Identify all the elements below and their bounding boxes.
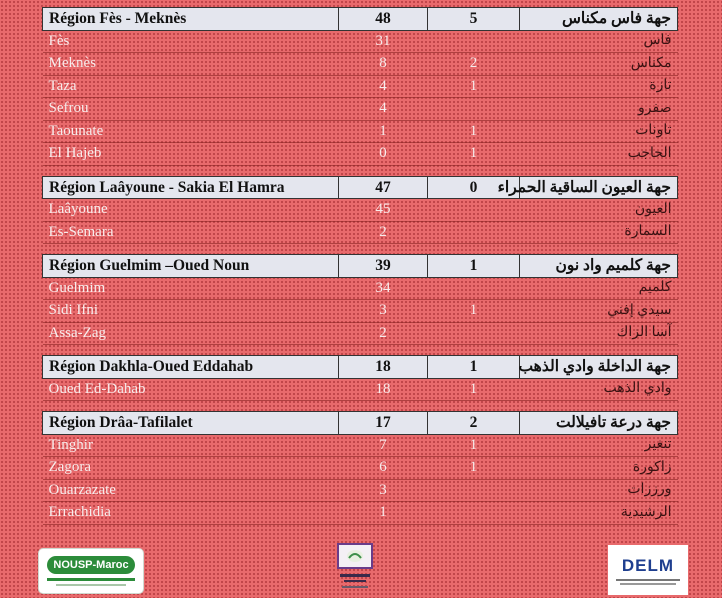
city-name-ar: السمارة bbox=[520, 221, 678, 244]
city-second-count: 2 bbox=[428, 53, 520, 76]
city-name-ar: وادي الذهب bbox=[520, 378, 678, 401]
delm-logo-line-secondary bbox=[620, 583, 676, 585]
city-name-ar: الحاجب bbox=[520, 143, 678, 166]
region-total: 39 bbox=[339, 255, 428, 278]
region-name-fr: Région Laâyoune - Sakia El Hamra bbox=[43, 176, 339, 199]
region-total: 47 bbox=[339, 176, 428, 199]
region-total: 17 bbox=[339, 412, 428, 435]
city-name-fr: Errachidia bbox=[43, 502, 339, 525]
delm-logo-line bbox=[616, 579, 680, 581]
region-total: 48 bbox=[339, 8, 428, 31]
nousp-logo bbox=[38, 548, 144, 594]
city-second-count: 1 bbox=[428, 75, 520, 98]
delm-logo bbox=[608, 545, 688, 595]
city-row bbox=[43, 434, 678, 457]
city-second-count bbox=[428, 30, 520, 53]
city-name-fr: El Hajeb bbox=[43, 143, 339, 166]
spacer-cell bbox=[43, 165, 678, 176]
city-total: 31 bbox=[339, 30, 428, 53]
city-total: 7 bbox=[339, 434, 428, 457]
region-name-fr: Région Fès - Meknès bbox=[43, 8, 339, 31]
city-second-count bbox=[428, 479, 520, 502]
city-second-count bbox=[428, 199, 520, 222]
city-name-ar: صفرو bbox=[520, 98, 678, 121]
delm-logo-text: DELM bbox=[621, 555, 675, 575]
region-name-ar: جهة فاس مكناس bbox=[520, 8, 678, 31]
city-total: 2 bbox=[339, 322, 428, 345]
city-row bbox=[43, 143, 678, 166]
city-total: 8 bbox=[339, 53, 428, 76]
city-name-fr: Meknès bbox=[43, 53, 339, 76]
city-row bbox=[43, 30, 678, 53]
city-row bbox=[43, 53, 678, 76]
city-total: 34 bbox=[339, 277, 428, 300]
city-name-ar: كلميم bbox=[520, 277, 678, 300]
city-name-fr: Assa-Zag bbox=[43, 322, 339, 345]
region-second-count: 1 bbox=[428, 255, 520, 278]
region-name-fr: Région Guelmim –Oued Noun bbox=[43, 255, 339, 278]
city-second-count bbox=[428, 502, 520, 525]
city-row bbox=[43, 322, 678, 345]
city-second-count: 1 bbox=[428, 457, 520, 480]
city-name-ar: تاونات bbox=[520, 120, 678, 143]
city-total: 6 bbox=[339, 457, 428, 480]
city-total: 4 bbox=[339, 98, 428, 121]
city-name-fr: Ouarzazate bbox=[43, 479, 339, 502]
city-total: 1 bbox=[339, 502, 428, 525]
city-name-ar: آسا الزاك bbox=[520, 322, 678, 345]
city-name-ar: العيون bbox=[520, 199, 678, 222]
city-name-fr: Sefrou bbox=[43, 98, 339, 121]
region-header-row bbox=[43, 412, 678, 435]
city-total: 45 bbox=[339, 199, 428, 222]
city-row bbox=[43, 378, 678, 401]
region-second-count: 2 bbox=[428, 412, 520, 435]
city-row bbox=[43, 98, 678, 121]
city-name-ar: سيدي إفني bbox=[520, 300, 678, 323]
city-total: 2 bbox=[339, 221, 428, 244]
region-name-fr: Région Drâa-Tafilalet bbox=[43, 412, 339, 435]
region-header-row bbox=[43, 356, 678, 379]
region-total: 18 bbox=[339, 356, 428, 379]
city-row bbox=[43, 457, 678, 480]
city-row bbox=[43, 300, 678, 323]
city-name-fr: Taounate bbox=[43, 120, 339, 143]
regional-table-container bbox=[42, 7, 678, 525]
nousp-logo-text: NOUSP-Maroc bbox=[47, 556, 134, 574]
city-total: 4 bbox=[339, 75, 428, 98]
spacer-cell bbox=[43, 244, 678, 255]
city-name-ar: تنغير bbox=[520, 434, 678, 457]
city-second-count: 1 bbox=[428, 300, 520, 323]
city-total: 18 bbox=[339, 378, 428, 401]
city-total: 3 bbox=[339, 300, 428, 323]
city-row bbox=[43, 120, 678, 143]
region-second-count: 1 bbox=[428, 356, 520, 379]
regional-cases-table bbox=[42, 7, 678, 525]
region-name-ar: جهة كلميم واد نون bbox=[520, 255, 678, 278]
city-name-fr: Tinghir bbox=[43, 434, 339, 457]
spacer-cell bbox=[43, 401, 678, 412]
ministry-emblem-icon bbox=[330, 541, 380, 593]
city-second-count bbox=[428, 322, 520, 345]
city-second-count: 1 bbox=[428, 378, 520, 401]
region-name-ar: جهة درعة تافيلالت bbox=[520, 412, 678, 435]
city-name-ar: مكناس bbox=[520, 53, 678, 76]
ministry-logo bbox=[330, 541, 380, 593]
city-name-ar: زاكورة bbox=[520, 457, 678, 480]
city-name-fr: Taza bbox=[43, 75, 339, 98]
city-name-ar: تازة bbox=[520, 75, 678, 98]
city-total: 0 bbox=[339, 143, 428, 166]
city-second-count bbox=[428, 98, 520, 121]
city-name-fr: Es-Semara bbox=[43, 221, 339, 244]
region-spacer bbox=[43, 165, 678, 176]
city-total: 1 bbox=[339, 120, 428, 143]
city-name-fr: Oued Ed-Dahab bbox=[43, 378, 339, 401]
city-second-count bbox=[428, 221, 520, 244]
city-row bbox=[43, 277, 678, 300]
city-row bbox=[43, 221, 678, 244]
city-name-fr: Guelmim bbox=[43, 277, 339, 300]
spacer-cell bbox=[43, 345, 678, 356]
city-name-ar: فاس bbox=[520, 30, 678, 53]
city-row bbox=[43, 75, 678, 98]
city-second-count bbox=[428, 277, 520, 300]
city-second-count: 1 bbox=[428, 120, 520, 143]
region-second-count: 5 bbox=[428, 8, 520, 31]
city-name-ar: ورززات bbox=[520, 479, 678, 502]
region-spacer bbox=[43, 401, 678, 412]
region-header-row bbox=[43, 176, 678, 199]
city-name-fr: Sidi Ifni bbox=[43, 300, 339, 323]
city-second-count: 1 bbox=[428, 434, 520, 457]
region-spacer bbox=[43, 244, 678, 255]
city-second-count: 1 bbox=[428, 143, 520, 166]
nousp-logo-bar-secondary bbox=[56, 584, 126, 586]
nousp-logo-bar bbox=[47, 578, 135, 581]
region-header-row bbox=[43, 8, 678, 31]
city-name-ar: الرشيدية bbox=[520, 502, 678, 525]
city-row bbox=[43, 502, 678, 525]
city-name-fr: Zagora bbox=[43, 457, 339, 480]
region-name-ar: جهة العيون الساقية الحمراء bbox=[520, 176, 678, 199]
city-total: 3 bbox=[339, 479, 428, 502]
region-spacer bbox=[43, 345, 678, 356]
city-name-fr: Laâyoune bbox=[43, 199, 339, 222]
region-header-row bbox=[43, 255, 678, 278]
city-name-fr: Fès bbox=[43, 30, 339, 53]
city-row bbox=[43, 479, 678, 502]
region-name-ar: جهة الداخلة وادي الذهب bbox=[520, 356, 678, 379]
region-second-count: 0 bbox=[428, 176, 520, 199]
city-row bbox=[43, 199, 678, 222]
region-name-fr: Région Dakhla-Oued Eddahab bbox=[43, 356, 339, 379]
